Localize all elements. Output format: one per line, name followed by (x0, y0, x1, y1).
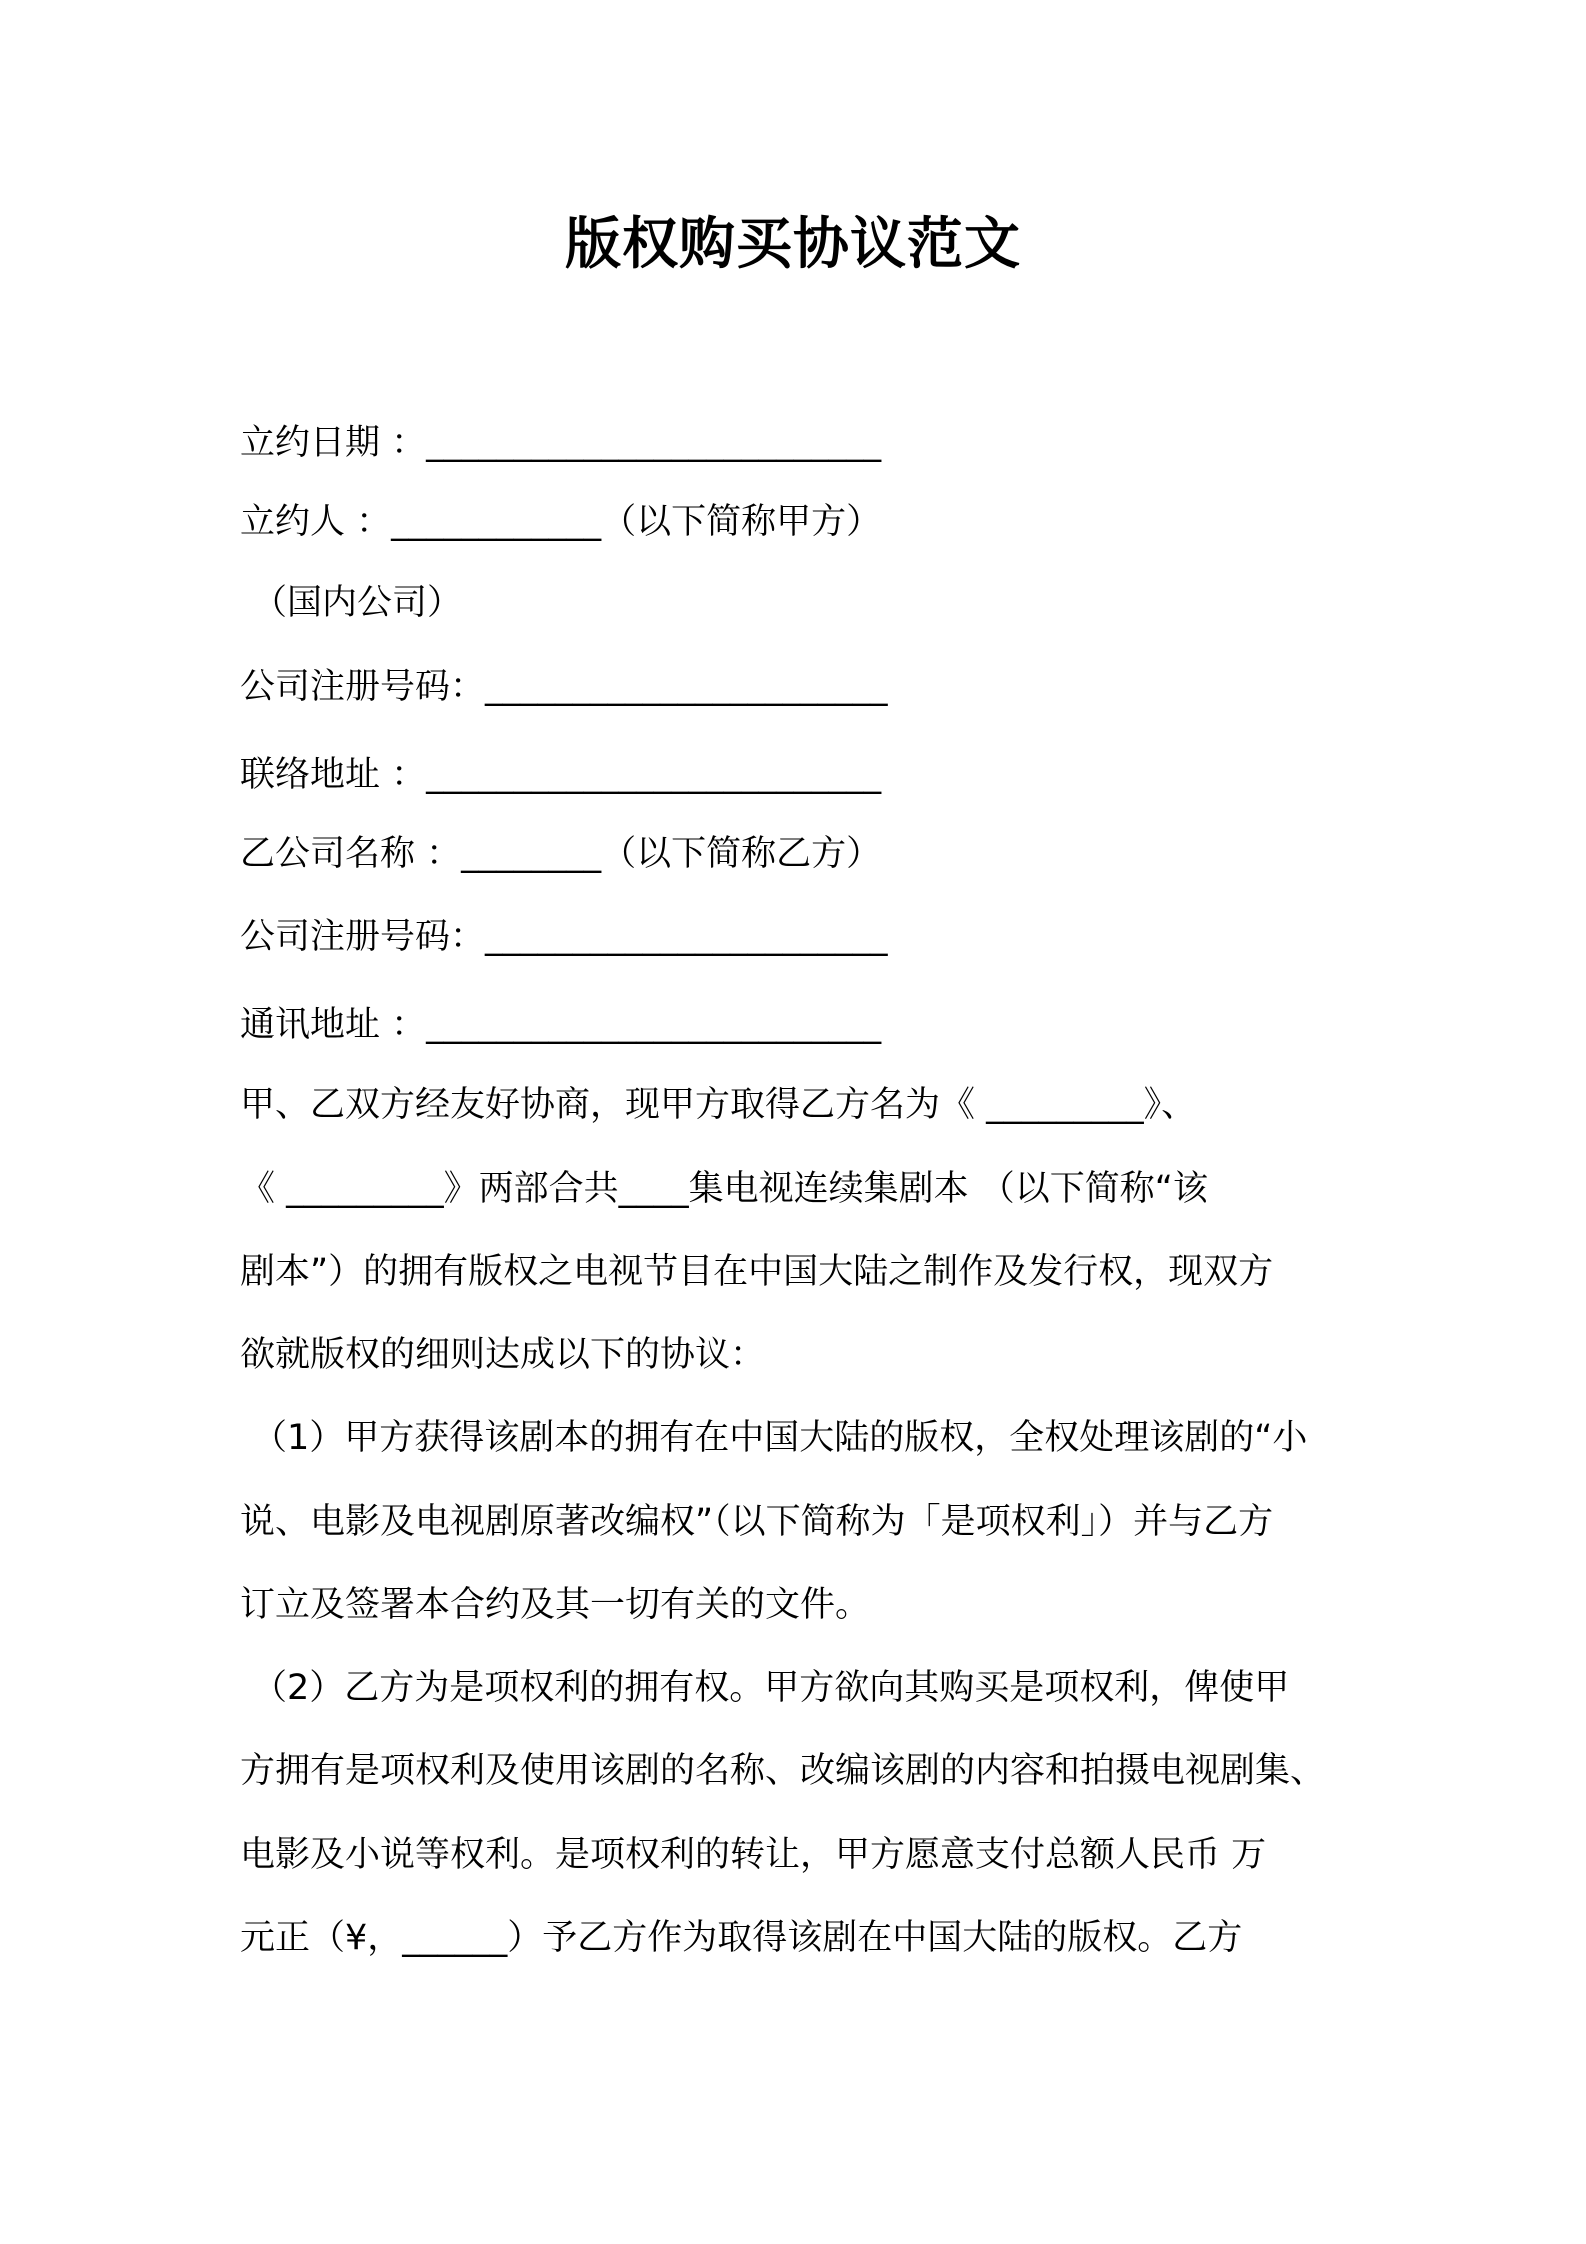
clause-2-line: 电影及小说等权利。是项权利的转让，甲方愿意支付总额人民币 万 (240, 1835, 1267, 1875)
field-company-reg-no-b: 公司注册号码：_______________________ (240, 917, 888, 957)
clause-2-line: 元正（¥，______）予乙方作为取得该剧在中国大陆的版权。乙方 (240, 1918, 1243, 1958)
body-line: 剧本”）的拥有版权之电视节目在中国大陆之制作及发行权，现双方 (240, 1252, 1274, 1292)
body-line: 欲就版权的细则达成以下的协议： (240, 1335, 766, 1375)
clause-1-line: （1）甲方获得该剧本的拥有在中国大陆的版权，全权处理该剧的“小 (252, 1418, 1308, 1458)
clause-1-line: 订立及签署本合约及其一切有关的文件。 (240, 1585, 871, 1625)
clause-2-line: 方拥有是项权利及使用该剧的名称、改编该剧的内容和拍摄电视剧集、 (240, 1751, 1326, 1791)
field-company-reg-no-a: 公司注册号码：_______________________ (240, 667, 888, 707)
field-party-a: 立约人 ：____________（以下简称甲方） (240, 502, 882, 542)
field-contact-address: 联络地址 ：__________________________ (240, 755, 882, 795)
document-title: 版权购买协议范文 (565, 212, 1021, 277)
clause-2-line: （2）乙方为是项权利的拥有权。甲方欲向其购买是项权利，俾使甲 (252, 1668, 1290, 1708)
field-signing-date: 立约日期 ：__________________________ (240, 423, 882, 463)
field-mailing-address: 通讯地址 ：__________________________ (240, 1005, 882, 1045)
body-line: 甲、乙双方经友好协商，现甲方取得乙方名为《 _________》、 (240, 1085, 1197, 1125)
body-line: 《 _________》两部合共____集电视连续集剧本 （以下简称“该 (240, 1169, 1208, 1209)
clause-1-line: 说、电影及电视剧原著改编权”（以下简称为「是项权利」）并与乙方 (240, 1502, 1274, 1542)
field-party-b-name: 乙公司名称 ：________（以下简称乙方） (240, 834, 882, 874)
field-domestic-company: （国内公司） (252, 583, 463, 623)
